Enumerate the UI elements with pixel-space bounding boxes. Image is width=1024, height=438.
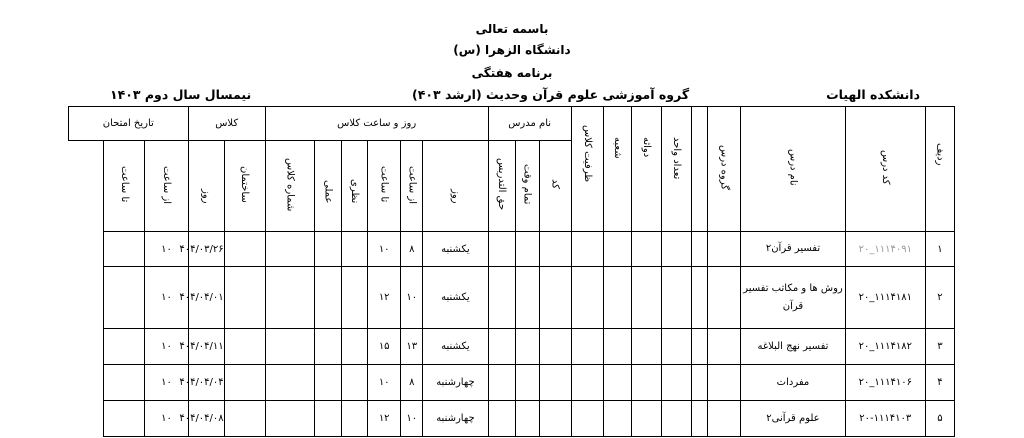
building-cell xyxy=(224,267,265,329)
spacer-cell xyxy=(692,365,708,401)
course-code-prefix: ۲۰- xyxy=(859,413,874,424)
col-teacher-code: کد xyxy=(539,141,571,232)
course-name-cell: علوم قرآنی۲ xyxy=(741,401,845,437)
col-to-hour: تا ساعت xyxy=(368,141,401,232)
col-hall: دواثه xyxy=(631,107,661,232)
teacher-code-cell xyxy=(539,267,571,329)
units-cell xyxy=(662,267,692,329)
exam-day-cell: ۴۰۴/۰۳/۲۶ xyxy=(188,232,224,267)
table-row xyxy=(69,401,955,437)
col-exam-to: تا ساعت xyxy=(104,141,145,232)
row-number-cell: ۱ xyxy=(925,232,954,267)
hall-cell xyxy=(631,365,661,401)
col-building: ساختمان xyxy=(224,141,265,232)
course-group-cell xyxy=(708,329,741,365)
to-hour-cell: ۱۲ xyxy=(368,267,401,329)
col-teacher-fee: حق التدریس xyxy=(488,141,515,232)
class-no-cell xyxy=(265,401,314,437)
course-name-cell: تفسیر قرآن۲ xyxy=(741,232,845,267)
teacher-fulltime-cell xyxy=(515,329,539,365)
teacher-fulltime-cell xyxy=(515,232,539,267)
exam-from-cell: ۱۰ xyxy=(145,401,188,437)
class-capacity-cell xyxy=(571,401,603,437)
col-class-no: شماره کلاس xyxy=(265,141,314,232)
teacher-code-cell xyxy=(539,232,571,267)
exam-to-cell xyxy=(104,401,145,437)
col-practical: عملی xyxy=(314,141,341,232)
units-cell xyxy=(662,329,692,365)
hall-cell xyxy=(631,329,661,365)
class-no-cell xyxy=(265,329,314,365)
practical-cell xyxy=(314,365,341,401)
col-spacer xyxy=(692,107,708,232)
course-group-cell xyxy=(708,232,741,267)
col-course-name: نام درس xyxy=(741,107,845,232)
day-cell: یکشنبه xyxy=(423,232,488,267)
course-code-number: ۱۱۱۴۱۰۶ xyxy=(874,377,912,388)
course-code-prefix: ۲۰_ xyxy=(858,377,875,388)
teacher-fulltime-cell xyxy=(515,267,539,329)
semester-label: نیمسال سال دوم ۱۴۰۳ xyxy=(110,87,252,102)
from-hour-cell: ۱۰ xyxy=(401,267,423,329)
teacher-code-cell xyxy=(539,401,571,437)
theory-cell xyxy=(342,232,368,267)
col-day: روز xyxy=(423,141,488,232)
theory-cell xyxy=(342,401,368,437)
teacher-fee-cell xyxy=(488,267,515,329)
row-number-cell: ۳ xyxy=(925,329,954,365)
document-title: برنامه هفتگی xyxy=(471,66,553,80)
exam-day-cell: ۴۰۴/۰۴/۰۸ xyxy=(188,401,224,437)
from-hour-cell: ۸ xyxy=(401,365,423,401)
day-cell: یکشنبه xyxy=(423,329,488,365)
class-capacity-cell xyxy=(571,365,603,401)
practical-cell xyxy=(314,401,341,437)
table-row xyxy=(69,365,955,401)
col-exam-group: تاریخ امتحان xyxy=(69,107,189,141)
hall-cell xyxy=(631,401,661,437)
table-row xyxy=(69,267,955,329)
table-row xyxy=(69,329,955,365)
course-name-cell: تفسیر نهج البلاغه xyxy=(741,329,845,365)
exam-day-cell: ۴۰۴/۰۴/۱۱ xyxy=(188,329,224,365)
course-group-cell xyxy=(708,401,741,437)
col-teacher-fulltime: تمام وقت xyxy=(515,141,539,232)
teacher-fee-cell xyxy=(488,232,515,267)
course-code-cell xyxy=(845,401,925,437)
faculty-name: دانشکده الهیات xyxy=(826,87,920,102)
course-code-prefix: ۲۰_ xyxy=(858,243,875,255)
building-cell xyxy=(224,401,265,437)
course-code-prefix: ۲۰_ xyxy=(858,292,875,303)
course-code-cell xyxy=(845,267,925,329)
course-code-cell xyxy=(845,329,925,365)
spacer-cell xyxy=(692,232,708,267)
teacher-fee-cell xyxy=(488,329,515,365)
theory-cell xyxy=(342,365,368,401)
day-cell: چهارشنبه xyxy=(423,401,488,437)
building-cell xyxy=(224,329,265,365)
section-cell xyxy=(603,267,631,329)
course-code-number: ۱۱۱۴۱۰۳ xyxy=(873,413,912,424)
col-theory: نظری xyxy=(342,141,368,232)
schedule-body xyxy=(69,232,955,437)
row-number-cell: ۵ xyxy=(925,401,954,437)
section-cell xyxy=(603,329,631,365)
row-number-cell: ۲ xyxy=(925,267,954,329)
teacher-fulltime-cell xyxy=(515,365,539,401)
section-cell xyxy=(603,401,631,437)
theory-cell xyxy=(342,267,368,329)
department-group: گروه آموزشی علوم قرآن وحدیث (ارشد ۴۰۳) xyxy=(412,87,690,102)
teacher-fulltime-cell xyxy=(515,401,539,437)
to-hour-cell: ۱۲ xyxy=(368,401,401,437)
col-course-code: کد درس xyxy=(845,107,925,232)
course-code-number: ۱۱۱۴۱۸۱ xyxy=(874,292,912,303)
section-cell xyxy=(603,365,631,401)
course-code-cell xyxy=(845,232,925,267)
hall-cell xyxy=(631,232,661,267)
col-units: تعداد واحد xyxy=(662,107,692,232)
table-row xyxy=(69,232,955,267)
to-hour-cell: ۱۰ xyxy=(368,232,401,267)
teacher-code-cell xyxy=(539,365,571,401)
course-name-cell: مفردات xyxy=(741,365,845,401)
day-cell: یکشنبه xyxy=(423,267,488,329)
header-line-1: باسمه تعالی xyxy=(475,22,549,36)
to-hour-cell: ۱۰ xyxy=(368,365,401,401)
course-code-number: ۱۱۱۴۱۸۲ xyxy=(874,341,912,352)
theory-cell xyxy=(342,329,368,365)
course-code-number: ۱۱۱۴۰۹۱ xyxy=(874,243,912,255)
schedule-table xyxy=(68,106,955,437)
practical-cell xyxy=(314,267,341,329)
teacher-fee-cell xyxy=(488,365,515,401)
hall-cell xyxy=(631,267,661,329)
exam-day-cell: ۴۰۴/۰۴/۰۴ xyxy=(188,365,224,401)
class-capacity-cell xyxy=(571,329,603,365)
row-number-cell: ۴ xyxy=(925,365,954,401)
col-time-group: روز و ساعت کلاس xyxy=(265,107,488,141)
teacher-fee-cell xyxy=(488,401,515,437)
col-teacher-group: نام مدرس xyxy=(488,107,571,141)
teacher-code-cell xyxy=(539,329,571,365)
class-capacity-cell xyxy=(571,232,603,267)
course-code-prefix: ۲۰_ xyxy=(858,341,875,352)
exam-to-cell xyxy=(104,267,145,329)
university-name: دانشگاه الزهرا (س) xyxy=(453,43,571,57)
practical-cell xyxy=(314,232,341,267)
course-code-cell xyxy=(845,365,925,401)
class-no-cell xyxy=(265,365,314,401)
col-class-group: کلاس xyxy=(188,107,265,141)
from-hour-cell: ۱۰ xyxy=(401,401,423,437)
building-cell xyxy=(224,365,265,401)
exam-day-cell: ۴۰۴/۰۴/۰۱ xyxy=(188,267,224,329)
exam-to-cell xyxy=(104,365,145,401)
class-capacity-cell xyxy=(571,267,603,329)
course-group-cell xyxy=(708,365,741,401)
from-hour-cell: ۸ xyxy=(401,232,423,267)
practical-cell xyxy=(314,329,341,365)
class-no-cell xyxy=(265,232,314,267)
from-hour-cell: ۱۳ xyxy=(401,329,423,365)
col-section: شعبه xyxy=(603,107,631,232)
spacer-cell xyxy=(692,401,708,437)
col-course-group: گروه درس xyxy=(708,107,741,232)
exam-from-cell: ۱۰ xyxy=(145,267,188,329)
col-exam-from: از ساعت xyxy=(145,141,188,232)
to-hour-cell: ۱۵ xyxy=(368,329,401,365)
exam-from-cell: ۱۰ xyxy=(145,232,188,267)
course-group-cell xyxy=(708,267,741,329)
class-no-cell xyxy=(265,267,314,329)
building-cell xyxy=(224,232,265,267)
col-class-capacity: ظرفیت کلاس xyxy=(571,107,603,232)
exam-from-cell: ۱۰ xyxy=(145,329,188,365)
col-exam-day: روز xyxy=(188,141,224,232)
units-cell xyxy=(662,232,692,267)
course-name-cell: روش ها و مکاتب تفسیر قرآن xyxy=(741,267,845,329)
spacer-cell xyxy=(692,267,708,329)
units-cell xyxy=(662,365,692,401)
col-from-hour: از ساعت xyxy=(401,141,423,232)
exam-to-cell xyxy=(104,329,145,365)
section-cell xyxy=(603,232,631,267)
units-cell xyxy=(662,401,692,437)
col-row-no: ردیف xyxy=(925,107,954,232)
exam-to-cell xyxy=(104,232,145,267)
exam-from-cell: ۱۰ xyxy=(145,365,188,401)
day-cell: چهارشنبه xyxy=(423,365,488,401)
spacer-cell xyxy=(692,329,708,365)
